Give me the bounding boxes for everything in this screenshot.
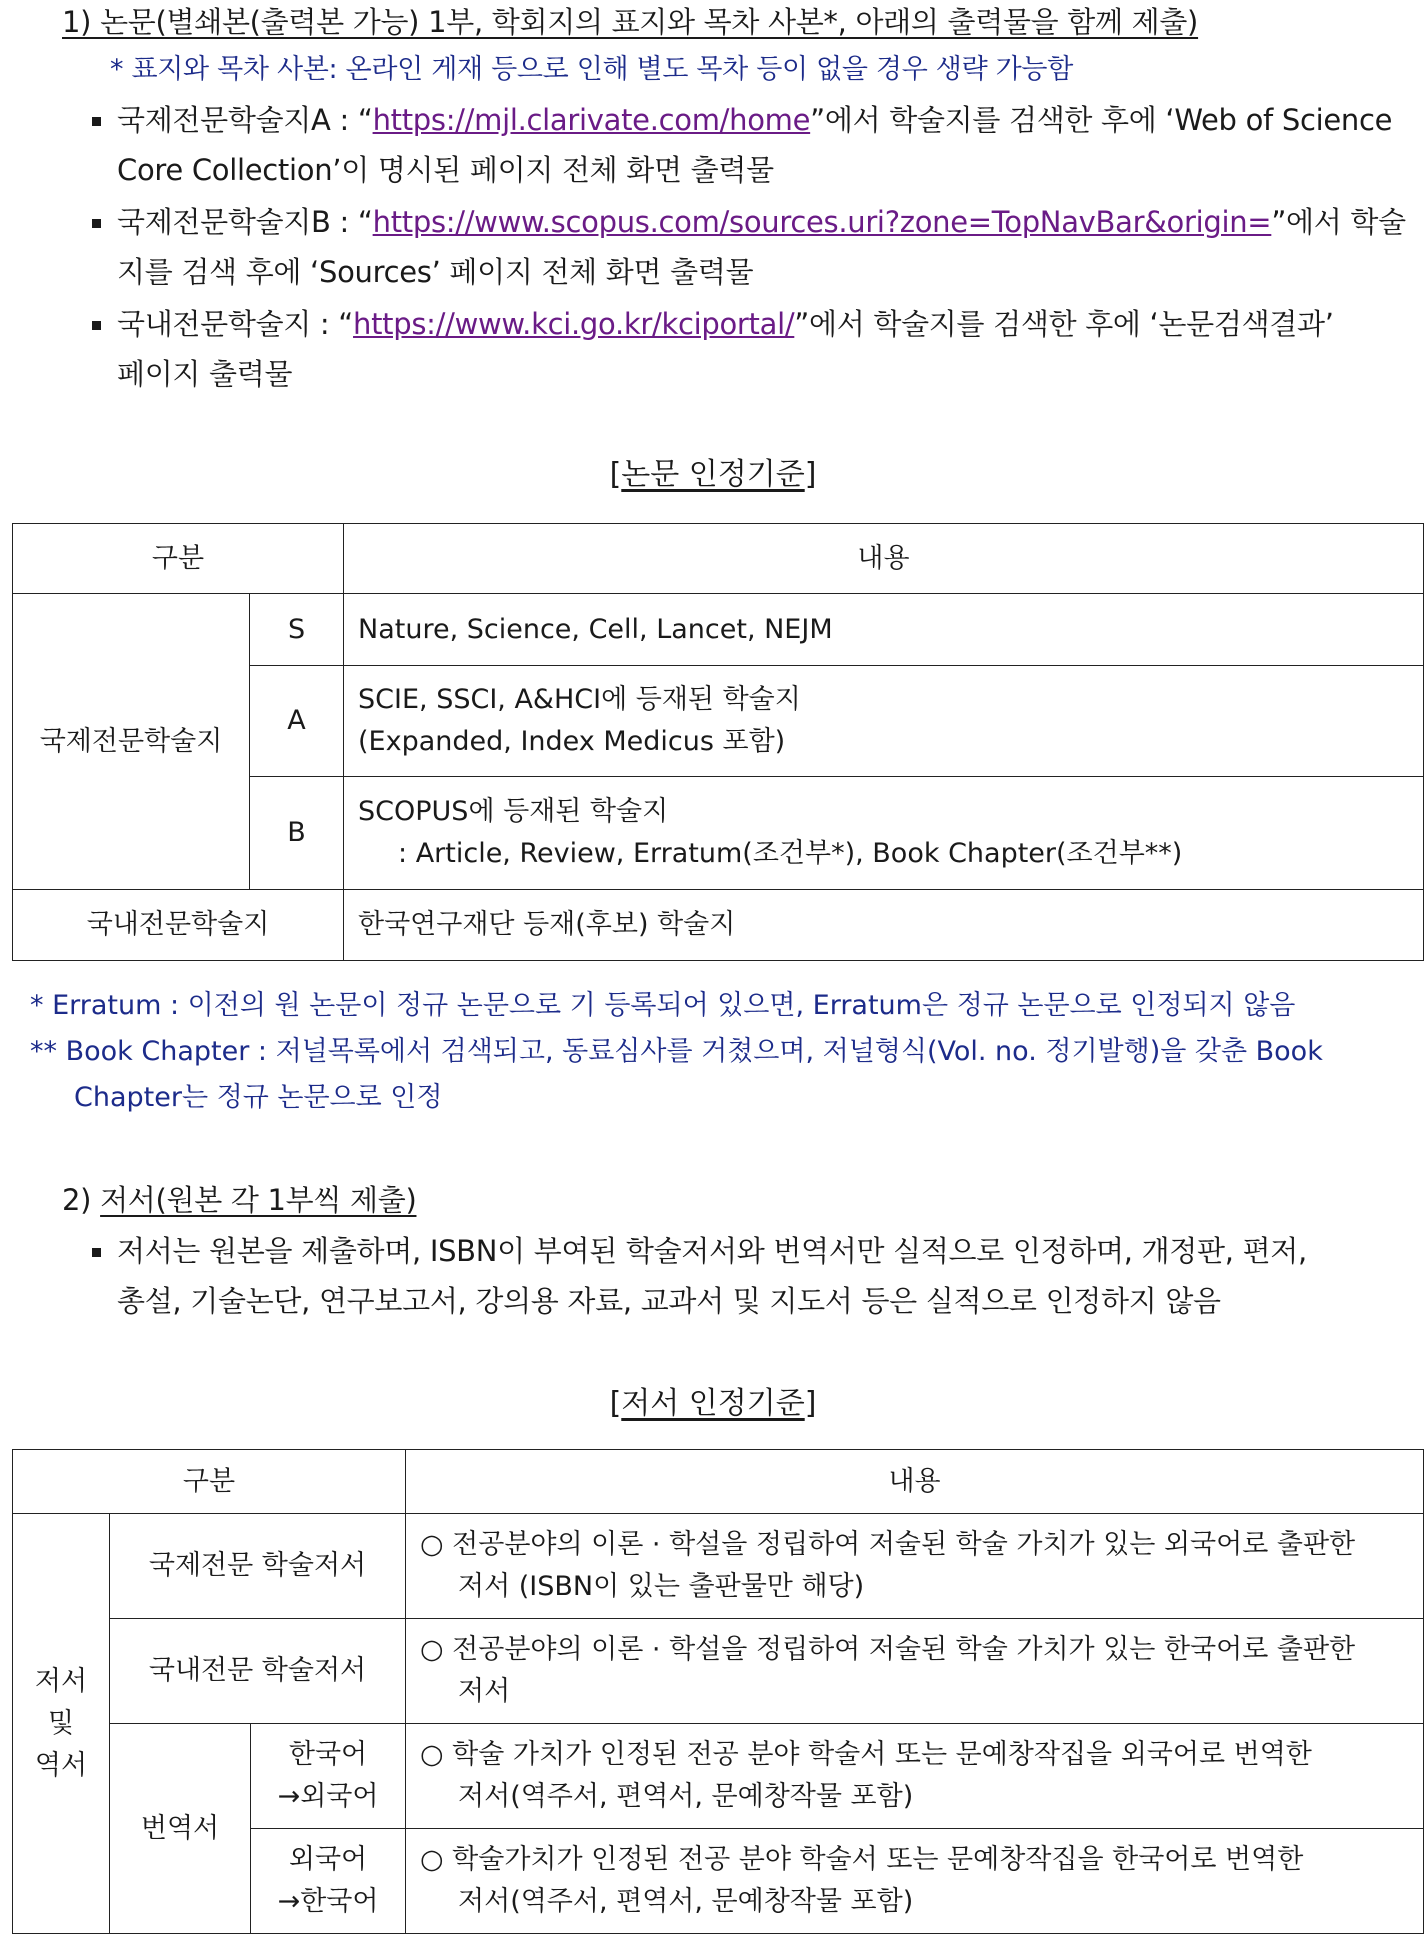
bullet-journal-kci-line2: 페이지 출력물 [117, 357, 293, 391]
table1-content: Nature, Science, Cell, Lancet, NEJM [344, 594, 1424, 666]
bullet-icon [92, 321, 101, 330]
note-erratum: * Erratum : 이전의 원 논문이 정규 논문으로 기 등록되어 있으면, Erratum은 정규 논문으로 인정되지 않음 [30, 990, 1296, 1021]
bullet-journal-a: 국제전문학술지A : “https://mjl.clarivate.com/home”에서 학술지를 검색한 후에 ‘Web of Science [117, 103, 1393, 137]
table2-group-books: 저서 및 역서 [13, 1514, 110, 1934]
table1-header-category: 구분 [13, 524, 344, 594]
bullet-journal-kci: 국내전문학술지 : “https://www.kci.go.kr/kciportal/”에서 학술지를 검색한 후에 ‘논문검색결과’ [117, 307, 1334, 341]
bullet-icon [92, 117, 101, 126]
table1-content: 한국연구재단 등재(후보) 학술지 [344, 890, 1424, 961]
table1-grade: B [250, 777, 344, 890]
link-clarivate[interactable]: https://mjl.clarivate.com/home [372, 103, 811, 137]
table1-title: [논문 인정기준] [609, 457, 817, 492]
table2-header-content: 내용 [406, 1450, 1424, 1514]
table2-content: ○ 학술 가치가 인정된 전공 분야 학술서 또는 문예창작집을 외국어로 번역한 저서(역주서, 편역서, 문예창작물 포함) [406, 1724, 1424, 1829]
table1-grade: S [250, 594, 344, 666]
table1-content: SCIE, SSCI, A&HCI에 등재된 학술지 (Expanded, Index Medicus 포함) [344, 666, 1424, 777]
table2-foreign-to-ko: 외국어 →한국어 [251, 1829, 406, 1934]
link-scopus[interactable]: https://www.scopus.com/sources.uri?zone=TopNavBar&origin= [372, 205, 1272, 239]
table2-content: ○ 전공분야의 이론 · 학설을 정립하여 저술된 학술 가치가 있는 외국어로 출판한 저서 (ISBN이 있는 출판물만 해당) [406, 1514, 1424, 1619]
book-criteria-table [12, 1449, 1424, 1934]
bullet-journal-b-line2: 지를 검색 후에 ‘Sources’ 페이지 전체 화면 출력물 [117, 255, 754, 289]
table1-header-content: 내용 [344, 524, 1424, 594]
paper-criteria-table [12, 523, 1424, 961]
table2-intl-book: 국제전문 학술저서 [110, 1514, 406, 1619]
bullet-icon [92, 219, 101, 228]
table1-content: SCOPUS에 등재된 학술지 : Article, Review, Erratum(조건부*), Book Chapter(조건부**) [344, 777, 1424, 890]
section1-note: * 표지와 목차 사본: 온라인 게재 등으로 인해 별도 목차 등이 없을 경우 생략 가능함 [110, 54, 1073, 85]
table2-translation: 번역서 [110, 1724, 251, 1934]
table2-title: [저서 인정기준] [609, 1386, 817, 1421]
section2-heading: 2) 저서(원본 각 1부씩 제출) [62, 1183, 417, 1217]
link-kci[interactable]: https://www.kci.go.kr/kciportal/ [353, 307, 795, 341]
section2-bullet: 저서는 원본을 제출하며, ISBN이 부여된 학술저서와 번역서만 실적으로 인정하며, 개정판, 편저, [117, 1234, 1307, 1268]
table2-ko-to-foreign: 한국어 →외국어 [251, 1724, 406, 1829]
table2-domestic-book: 국내전문 학술저서 [110, 1619, 406, 1724]
table1-grade: A [250, 666, 344, 777]
section1-heading: 1) 논문(별쇄본(출력본 가능) 1부, 학회지의 표지와 목차 사본*, 아래의 출력물을 함께 제출) [62, 5, 1199, 39]
note-book-chapter-line2: Chapter는 정규 논문으로 인정 [74, 1082, 443, 1113]
table1-group-domestic: 국내전문학술지 [13, 890, 344, 961]
bullet-icon [92, 1248, 101, 1257]
table2-header-category: 구분 [13, 1450, 406, 1514]
bullet-journal-b: 국제전문학술지B : “https://www.scopus.com/sources.uri?zone=TopNavBar&origin=”에서 학술 [117, 205, 1406, 239]
table1-group-international: 국제전문학술지 [13, 594, 250, 890]
table2-content: ○ 전공분야의 이론 · 학설을 정립하여 저술된 학술 가치가 있는 한국어로 출판한 저서 [406, 1619, 1424, 1724]
table2-content: ○ 학술가치가 인정된 전공 분야 학술서 또는 문예창작집을 한국어로 번역한 저서(역주서, 편역서, 문예창작물 포함) [406, 1829, 1424, 1934]
note-book-chapter: ** Book Chapter : 저널목록에서 검색되고, 동료심사를 거쳤으며, 저널형식(Vol. no. 정기발행)을 갖춘 Book [30, 1036, 1323, 1067]
bullet-journal-a-line2: Core Collection’이 명시된 페이지 전체 화면 출력물 [117, 153, 774, 187]
section2-bullet-line2: 총설, 기술논단, 연구보고서, 강의용 자료, 교과서 및 지도서 등은 실적으로 인정하지 않음 [117, 1284, 1221, 1318]
